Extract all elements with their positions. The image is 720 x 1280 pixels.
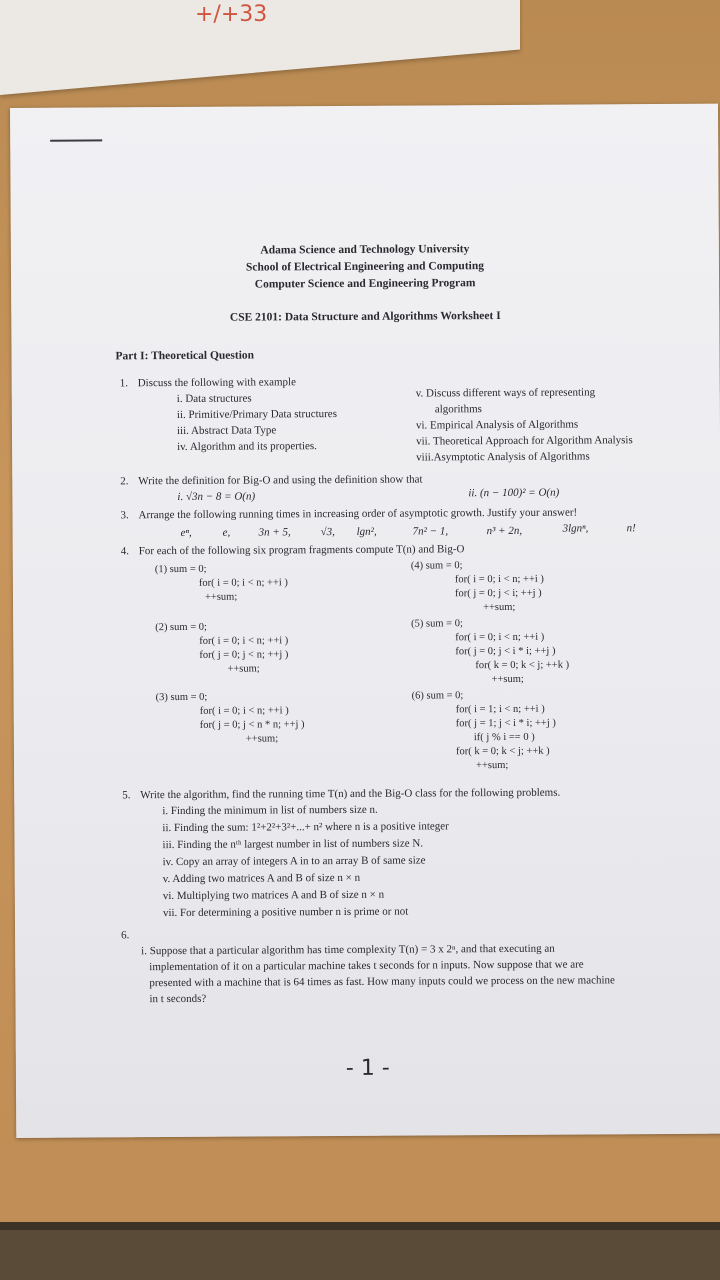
q4-number: 4. [120,545,129,558]
code-line: ++sum; [227,663,260,675]
q6-line: implementation of it on a particular machine takes t seconds for n inputs. Now suppose that we are [149,958,584,974]
q3-term: e, [222,526,231,539]
q1-item: iv. Algorithm and its properties. [177,440,317,453]
code-line: for( i = 1; i < n; ++i ) [455,703,545,716]
q3-term: √3, [320,526,335,539]
q2-part-b: ii. (n − 100)² = O(n) [468,486,560,500]
code-line: (2) sum = 0; [155,621,207,634]
q5-item: v. Adding two matrices A and B of size n × n [162,871,361,886]
code-line: for( j = 1; j < i * i; ++j ) [455,717,556,730]
code-line: (1) sum = 0; [154,563,207,576]
code-line: for( i = 0; i < n; ++i ) [455,631,545,644]
q1-text: Discuss the following with example [137,376,296,390]
q3-term: eⁿ, [180,526,192,539]
q5-item: iii. Finding the nᵗʰ largest number in list of numbers size N. [162,837,424,852]
code-line: for( j = 0; j < n * n; ++j ) [199,719,305,731]
q1-item: ii. Primitive/Primary Data structures [176,408,338,421]
code-line: (6) sum = 0; [411,690,464,702]
q5-item: vii. For determining a positive number n is prime or not [162,905,409,920]
q6-line: presented with a machine that is 64 times as fast. How many inputs could we process on the new machine [149,974,615,990]
code-line: for( j = 0; j < i * i; ++j ) [455,645,556,658]
q1-item: v. Discuss different ways of representing [415,386,596,400]
code-line: for( j = 0; j < n; ++j ) [199,649,289,661]
q2-part-a: i. √3n − 8 = O(n) [177,490,256,503]
q5-number: 5. [122,789,131,802]
q3-term: 7n² − 1, [412,525,449,538]
q1-item: viii.Asymptotic Analysis of Algorithms [416,450,590,464]
university-name: Adama Science and Technology University [260,243,470,257]
q5-item: vi. Multiplying two matrices A and B of size n × n [162,888,385,903]
code-line: (3) sum = 0; [155,691,208,704]
code-line: ++sum; [483,601,516,614]
q1-item: vii. Theoretical Approach for Algorithm Analysis [416,434,633,448]
q1-item: algorithms [434,403,482,416]
q5-text: Write the algorithm, find the running time T(n) and the Big-O class for the following problems. [140,786,561,802]
q5-item: i. Finding the minimum in list of numbers size n. [162,803,378,818]
q3-text: Arrange the following running times in increasing order of asymptotic growth. Justify your answer! [138,506,578,522]
q5-item: ii. Finding the sum: 1²+2²+3²+...+ n² where n is a positive integer [162,820,449,835]
code-line: for( i = 0; i < n; ++i ) [198,577,288,589]
floor-edge [0,1222,720,1230]
code-line: (4) sum = 0; [410,560,463,572]
code-line: for( k = 0; k < j; ++k ) [475,659,570,672]
code-line: for( i = 0; i < n; ++i ) [199,635,289,647]
code-line: for( j = 0; j < i; ++j ) [454,587,542,600]
floor [0,1222,720,1280]
q3-number: 3. [120,509,129,522]
code-line: for( i = 0; i < n; ++i ) [199,705,289,717]
q2-number: 2. [120,475,129,488]
q1-item: iii. Abstract Data Type [176,424,277,437]
q2-text: Write the definition for Big-O and using the definition show that [138,473,423,488]
q3-term: n! [626,522,636,535]
code-line: ++sum; [491,673,524,686]
code-line: ++sum; [245,733,279,745]
q5-item: iv. Copy an array of integers A in to an array B of same size [162,854,426,869]
part-heading: Part I: Theoretical Question [115,349,255,363]
pen-mark [50,139,102,141]
q6-number: 6. [121,929,130,942]
q1-item: vi. Empirical Analysis of Algorithms [415,418,579,432]
q3-term: 3n + 5, [258,526,291,539]
code-line: ++sum; [204,591,238,603]
q3-term: 3lgnⁿ, [562,522,589,535]
q1-number: 1. [119,377,128,390]
q3-term: n³ + 2n, [486,524,523,538]
code-line: ++sum; [475,759,509,772]
q3-term: lgn², [356,525,377,538]
code-line: for( i = 0; i < n; ++i ) [454,573,544,586]
code-line: (5) sum = 0; [411,618,463,630]
q4-text: For each of the following six program fragments compute T(n) and Big-O [138,543,465,558]
page-number: - 1 - [345,1055,390,1081]
worksheet-page [10,104,720,1138]
q6-line: in t seconds? [149,992,207,1006]
course-title: CSE 2101: Data Structure and Algorithms Worksheet I [229,310,501,324]
code-line: for( k = 0; k < j; ++k ) [455,745,550,758]
school-name: School of Electrical Engineering and Computing [245,260,485,274]
q6-line: i. Suppose that a particular algorithm has time complexity T(n) = 3 x 2ⁿ, and that executing an [141,942,555,958]
code-line: if( j % i == 0 ) [473,731,535,744]
q1-item: i. Data structures [176,392,252,405]
handwritten-note: +/+33 [195,2,268,27]
program-name: Computer Science and Engineering Program [254,277,476,291]
